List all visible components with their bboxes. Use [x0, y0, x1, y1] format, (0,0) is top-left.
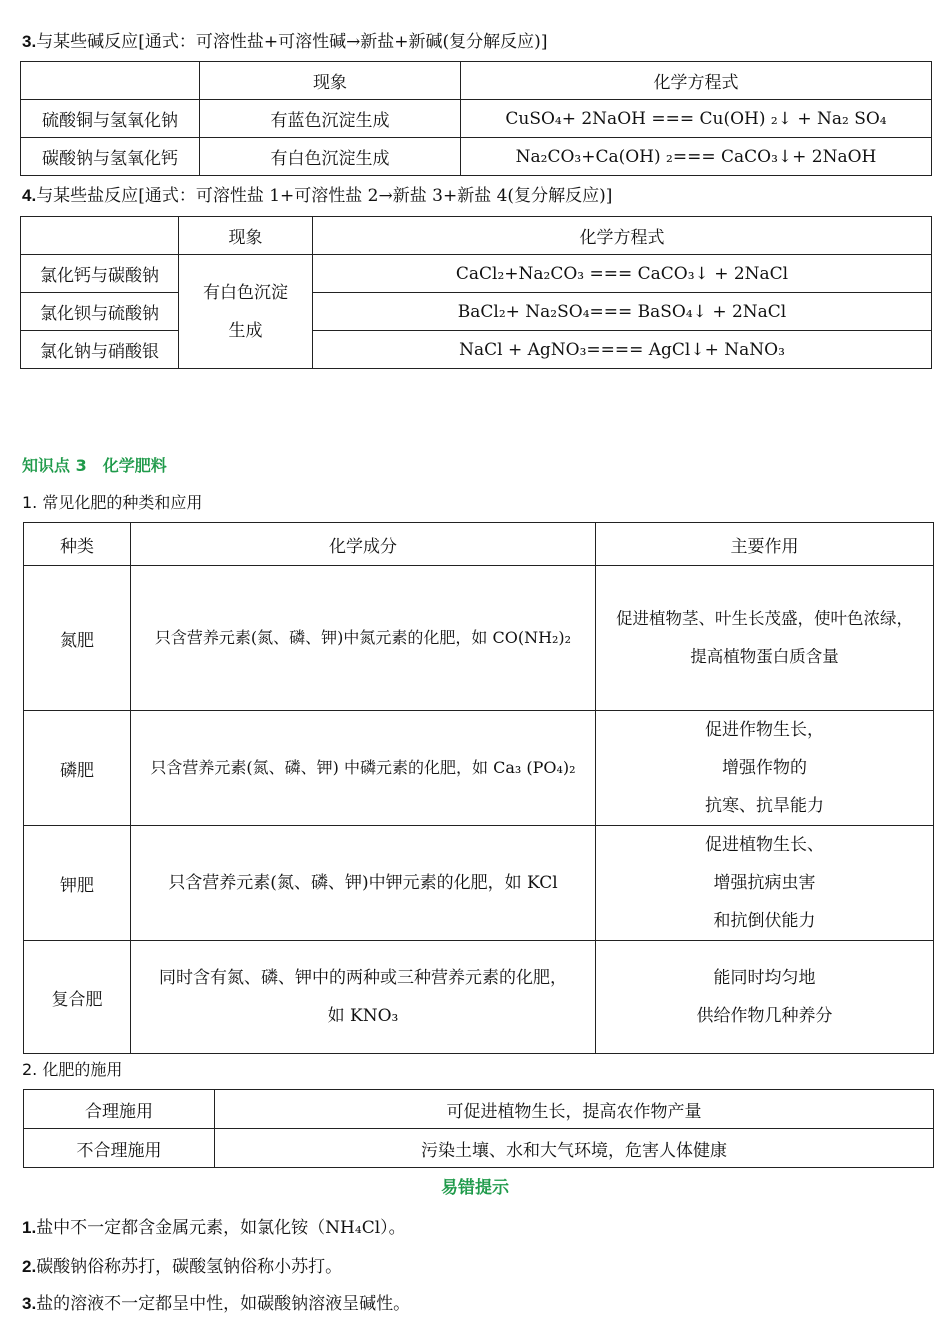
header-blank	[21, 62, 200, 100]
table-row	[24, 941, 934, 1054]
component-line: 只含营养元素(氮、磷、钾)中钾元素的化肥，如 KCl	[168, 873, 558, 893]
tip-item	[22, 1213, 406, 1238]
application-text: 污染土壤、水和大气环境，危害人体健康	[215, 1129, 934, 1168]
application-label: 不合理施用	[24, 1129, 215, 1168]
reaction-label: 氯化钡与硫酸钠	[21, 293, 179, 331]
header-equation: 化学方程式	[461, 62, 932, 100]
application-text: 可促进植物生长，提高农作物产量	[215, 1090, 934, 1129]
table-row	[24, 711, 934, 826]
reaction-equation: BaCl₂+ Na₂SO₄=== BaSO₄↓ + 2NaCl	[313, 293, 932, 331]
effect-line: 和抗倒伏能力	[713, 911, 816, 931]
reaction-label: 碳酸钠与氢氧化钙	[21, 138, 200, 176]
tip-number: 2.	[22, 1257, 37, 1276]
effect-line: 促进植物生长、	[705, 835, 824, 855]
section3-note: [通式：可溶性盐+可溶性碱→新盐+新碱(复分解反应)]	[138, 32, 548, 52]
tip-number: 1.	[22, 1218, 37, 1237]
header-phenomenon: 现象	[200, 62, 461, 100]
section4-heading	[22, 184, 612, 208]
section4-title: 与某些盐反应	[36, 186, 139, 206]
fertilizer-kind: 复合肥	[24, 941, 131, 1054]
shared-phenomenon-line2: 生成	[228, 320, 263, 341]
header-effect: 主要作用	[596, 523, 934, 566]
component-line: 只含营养元素(氮、磷、钾)中氮元素的化肥，如 CO(NH₂)₂	[154, 628, 572, 647]
reaction-phenomenon: 有白色沉淀生成	[200, 138, 461, 176]
reaction-phenomenon: 有蓝色沉淀生成	[200, 100, 461, 138]
reaction-equation: NaCl + AgNO₃==== AgCl↓+ NaNO₃	[313, 331, 932, 369]
effect-line: 能同时均匀地	[713, 968, 816, 988]
table-header-row	[21, 217, 932, 255]
table-row	[24, 566, 934, 711]
section3-number: 3.	[22, 32, 37, 51]
tip-number: 3.	[22, 1294, 37, 1313]
fertilizer-component	[131, 826, 596, 941]
section4-number: 4.	[22, 186, 37, 205]
header-component: 化学成分	[131, 523, 596, 566]
header-blank	[21, 217, 179, 255]
reaction-equation: CuSO₄+ 2NaOH === Cu(OH) ₂↓ + Na₂ SO₄	[461, 100, 932, 138]
shared-phenomenon	[179, 255, 313, 369]
component-line: 同时含有氮、磷、钾中的两种或三种营养元素的化肥，	[159, 968, 567, 988]
fertilizer-kind: 磷肥	[24, 711, 131, 826]
fertilizer-effect	[596, 826, 934, 941]
table-row	[21, 293, 932, 331]
tip-text: 盐中不一定都含金属元素，如氯化铵（NH₄Cl）。	[36, 1218, 406, 1238]
table-row	[21, 138, 932, 176]
fertilizer-effect	[596, 941, 934, 1054]
fertilizer-component	[131, 941, 596, 1054]
effect-line: 增强抗病虫害	[713, 873, 816, 893]
reaction-label: 硫酸铜与氢氧化钠	[21, 100, 200, 138]
fertilizer-component	[131, 711, 596, 826]
effect-line: 促进植物茎、叶生长茂盛，使叶色浓绿，	[616, 609, 913, 628]
salt-reaction-table	[20, 216, 932, 369]
header-equation: 化学方程式	[313, 217, 932, 255]
tip-item	[22, 1289, 410, 1314]
effect-line: 促进作物生长，	[705, 720, 824, 740]
table-header-row	[24, 523, 934, 566]
knowledge-point-title: 知识点 3 化学肥料	[22, 456, 167, 475]
fertilizer-kind: 钾肥	[24, 826, 131, 941]
reaction-equation: CaCl₂+Na₂CO₃ === CaCO₃↓ + 2NaCl	[313, 255, 932, 293]
effect-line: 增强作物的	[722, 758, 807, 778]
reaction-label: 氯化钙与碳酸钠	[21, 255, 179, 293]
effect-line: 提高植物蛋白质含量	[690, 647, 839, 666]
reaction-label: 氯化钠与硝酸银	[21, 331, 179, 369]
application-table	[23, 1089, 934, 1168]
section4-note: [通式：可溶性盐 1+可溶性盐 2→新盐 3+新盐 4(复分解反应)]	[138, 186, 613, 206]
component-line: 如 KNO₃	[327, 1006, 399, 1026]
fertilizer-effect	[596, 711, 934, 826]
reaction-equation: Na₂CO₃+Ca(OH) ₂=== CaCO₃↓+ 2NaOH	[461, 138, 932, 176]
tips-title: 易错提示	[441, 1178, 509, 1198]
table-row	[24, 826, 934, 941]
table-row	[21, 255, 932, 293]
tip-item	[22, 1252, 342, 1277]
header-kind: 种类	[24, 523, 131, 566]
fertilizer-component	[131, 566, 596, 711]
effect-line: 供给作物几种养分	[696, 1006, 833, 1026]
fertilizer-table	[23, 522, 934, 1054]
section3-title: 与某些碱反应	[36, 32, 139, 52]
fertilizer-subtitle: 1. 常见化肥的种类和应用	[22, 493, 203, 512]
table-row	[21, 100, 932, 138]
component-line: 只含营养元素(氮、磷、钾) 中磷元素的化肥，如 Ca₃ (PO₄)₂	[150, 758, 576, 777]
table-row	[21, 331, 932, 369]
tip-text: 碳酸钠俗称苏打，碳酸氢钠俗称小苏打。	[36, 1257, 343, 1277]
table-row	[24, 1090, 934, 1129]
tip-text: 盐的溶液不一定都呈中性，如碳酸钠溶液呈碱性。	[36, 1294, 411, 1314]
header-phenomenon: 现象	[179, 217, 313, 255]
fertilizer-kind: 氮肥	[24, 566, 131, 711]
fertilizer-effect	[596, 566, 934, 711]
effect-line: 抗寒、抗旱能力	[705, 796, 824, 816]
table-row	[24, 1129, 934, 1168]
application-subtitle: 2. 化肥的施用	[22, 1060, 123, 1079]
application-label: 合理施用	[24, 1090, 215, 1129]
base-reaction-table	[20, 61, 932, 176]
table-header-row	[21, 62, 932, 100]
section3-heading	[22, 30, 547, 54]
shared-phenomenon-line1: 有白色沉淀	[203, 282, 288, 303]
